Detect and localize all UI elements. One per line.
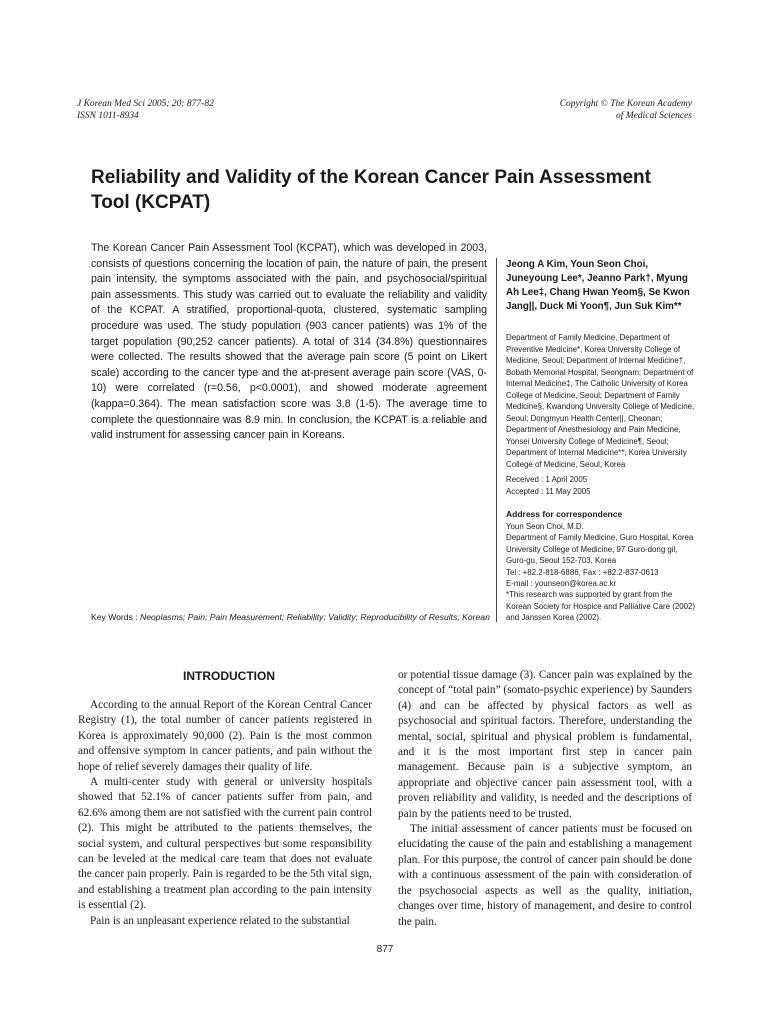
page-number: 877 bbox=[376, 944, 394, 955]
correspondence-phone: Tel : +82.2-818-6886, Fax : +82.2-837-0613 bbox=[506, 567, 659, 577]
correspondence bbox=[506, 509, 696, 590]
copyright-line: of Medical Sciences bbox=[616, 111, 692, 121]
paragraph: A multi-center study with general or university hospitals showed that 52.1% of cancer patients suffer from pain, and 62.6% among them are not satisfied with the current pain control (2). This might be attributed to the patients themselves, the social system, and cultural perspectives but some responsibility can be leveled at the medical care team that does not evaluate the cancer pain properly. Pain is regarded to be the 5th vital sign, and establishing a treatment plan according to the pain intensity is essential (2). bbox=[78, 776, 372, 912]
paragraph: or potential tissue damage (3). Cancer pain was explained by the concept of “total pain” (somato-psychic experience) by Saunders (4) and can be affected by physical factors as well as psychosocial and spiritual factors. Therefore, understanding the mental, social, spiritual and physical problem is fundamental, and it is the most important first step in cancer pain management. Because pain is a subjective symptom, an appropriate and objective cancer pain assessment tool, with a proven reliability and validity, is needed and the descriptions of pain by the patients need to be trusted. bbox=[398, 669, 692, 820]
paragraph: Pain is an unpleasant experience related to the substantial bbox=[90, 914, 350, 927]
correspondence-name: Youn Seon Choi, M.D. bbox=[506, 521, 584, 531]
paragraph: According to the annual Report of the Korean Central Cancer Registry (1), the total number of cancer patients registered in Korea is approximately 90,000 (2). Pain is the most common and offensive symptom in cancer patients, and pain without the hope of relief severely damages their quality of life. bbox=[78, 699, 372, 773]
received-date: Received : 1 April 2005 bbox=[506, 475, 588, 484]
dates bbox=[506, 474, 696, 497]
keywords bbox=[91, 612, 491, 622]
article-title: Reliability and Validity of the Korean Cancer Pain Assessment Tool (KCPAT) bbox=[91, 167, 651, 213]
keywords-text: Neoplasms; Pain; Pain Measurement; Reliability; Validity; Reproducibility of Results; Korean bbox=[140, 612, 490, 622]
keywords-label: Key Words : bbox=[91, 612, 141, 622]
author-list: Jeong A Kim, Youn Seon Choi, Juneyoung Lee*, Jeanno Park†, Myung Ah Lee‡, Chang Hwan Yeom§, Se Kwon Jang||, Duck Mi Yoon¶, Jun Suk Kim** bbox=[506, 259, 690, 312]
funding-note: *This research was supported by grant from the Korean Society for Hospice and Palliative Care (2002) and Janssen Korea (2002). bbox=[506, 590, 696, 622]
abstract: The Korean Cancer Pain Assessment Tool (KCPAT), which was developed in 2003, consists of questions concerning the location of pain, the nature of pain, the present pain intensity, the symptoms associated with the pain, and psychosocial/spiritual pain assessments. This study was carried out to evaluate the reliability and validity of the KCPAT. A stratified, proportional-quota, clustered, systematic sampling procedure was used. The study population (903 cancer patients) was 1% of the target population (90,252 cancer patients). A total of 314 (34.8%) questionnaires were collected. The results showed that the average pain score (5 point on Likert scale) according to the cancer type and the at-present average pain score (VAS, 0-10) were correlated (r=0.56, p<0.0001), and showed moderate agreement (kappa=0.364). The mean satisfaction score was 3.8 (1-5). The average time to complete the questionnaire was 8.9 min. In conclusion, the KCPAT is a reliable and valid instrument for assessing cancer pain in Koreans. bbox=[91, 242, 487, 442]
column-divider bbox=[496, 258, 497, 622]
intro-left-column bbox=[78, 698, 372, 929]
intro-right-column bbox=[398, 668, 692, 930]
affiliations: Department of Family Medicine, Department of Preventive Medicine*, Korea University College of Medicine, Seoul; Department of Internal Medicine†, Bobath Memorial Hospital, Seongnam; Department of Internal Medicine‡, The Catholic University of Korea College of Medicine, Seoul; Department of Family Medicine§, Kwandong University College of Medicine, Seoul; Dongmyun Health Center||, Cheonan; Department of Anesthesiology and Pain Medicine, Yonsei University College of Medicine¶, Seoul; Department of Internal Medicine**, Korea University College of Medicine, Seoul, Korea bbox=[506, 333, 695, 469]
correspondence-address: Department of Family Medicine, Guro Hospital, Korea University College of Medicine, 97 Guro-dong gil, Guro-gu, Seoul 152-703, Korea bbox=[506, 533, 694, 565]
correspondence-heading: Address for correspondence bbox=[506, 509, 623, 519]
section-heading: INTRODUCTION bbox=[183, 669, 275, 683]
copyright-notice bbox=[560, 98, 692, 122]
copyright-line: Copyright © The Korean Academy bbox=[559, 99, 692, 109]
journal-line: J Korean Med Sci 2005; 20: 877-82 bbox=[77, 99, 214, 109]
accepted-date: Accepted : 11 May 2005 bbox=[506, 486, 591, 496]
paragraph: The initial assessment of cancer patients must be focused on elucidating the cause of the pain and establishing a management plan. For this purpose, the control of cancer pain should be done with a continuous assessment of the pain with consideration of the psychosocial aspects as well as the quality, initiation, changes over time, history of management, and desire to control the pain. bbox=[398, 823, 692, 928]
journal-citation bbox=[77, 98, 214, 122]
correspondence-email: E-mail : younseon@korea.ac.kr bbox=[506, 579, 617, 588]
issn-line: ISSN 1011-8934 bbox=[77, 111, 139, 121]
